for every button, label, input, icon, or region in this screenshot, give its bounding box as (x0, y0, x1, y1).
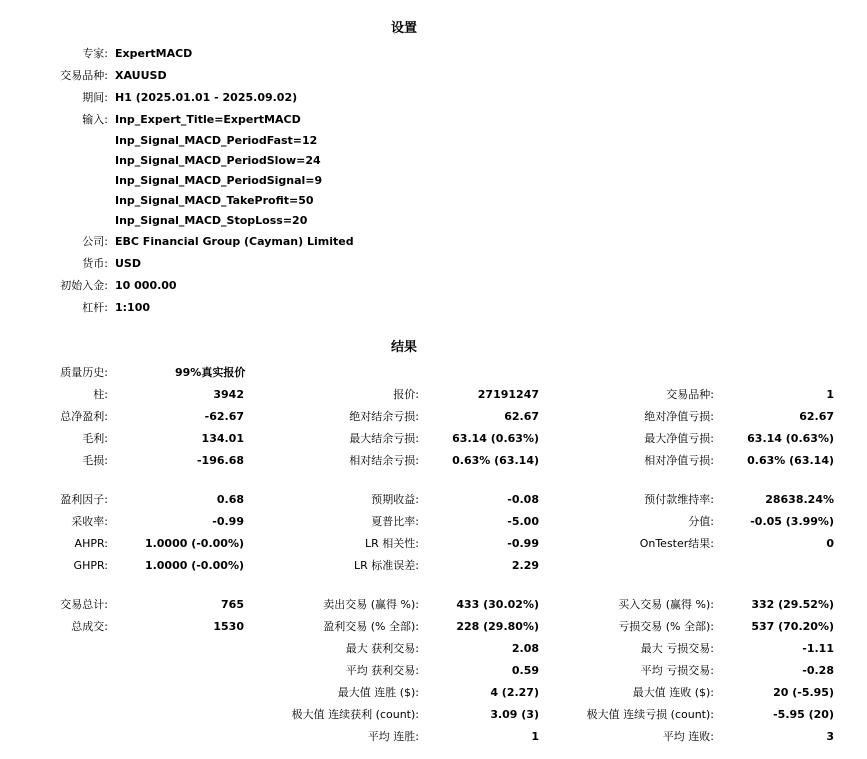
stat-value: 0 (826, 537, 834, 550)
stat-value: -0.08 (507, 493, 539, 506)
stat-value: 0.59 (511, 664, 539, 677)
stat-value: 1.0000 (-0.00%) (144, 537, 244, 550)
stat-value: 3 (826, 730, 834, 743)
stat-value: 0.68 (216, 493, 244, 506)
stat-label: 总净盈利: (60, 410, 108, 423)
stat-label: 最大净值亏损: (644, 432, 714, 445)
results-title: 结果 (390, 340, 417, 355)
stat-label: 分值: (688, 515, 714, 528)
stat-label: 预付款维持率: (644, 493, 714, 506)
stat-value: -0.99 (212, 515, 244, 528)
stat-value: 537 (70.20%) (751, 620, 834, 633)
stat-value: 63.14 (0.63%) (747, 432, 834, 445)
input-macd-stop-loss: Inp_Signal_MACD_StopLoss=20 (115, 214, 308, 227)
stat-label: AHPR: (74, 537, 108, 550)
stat-label: 交易品种: (666, 388, 714, 401)
stat-label: 最大 获利交易: (345, 642, 419, 655)
stat-label: 最大值 连败 ($): (632, 686, 714, 699)
stat-value: -5.95 (20) (773, 708, 834, 721)
inputs-label: 输入: (82, 113, 108, 126)
stat-label: 平均 连胜: (367, 730, 419, 743)
stat-value: 433 (30.02%) (456, 598, 539, 611)
stat-value: 2.29 (511, 559, 539, 572)
stat-value: 134.01 (201, 432, 244, 445)
stat-value: -0.28 (802, 664, 834, 677)
stat-value: 28638.24% (765, 493, 834, 506)
expert-value: ExpertMACD (115, 47, 193, 60)
company-value: EBC Financial Group (Cayman) Limited (115, 235, 354, 248)
leverage-value: 1:100 (115, 301, 151, 314)
settings-title: 设置 (390, 21, 417, 36)
stat-value: 27191247 (477, 388, 539, 401)
period-value: H1 (2025.01.01 - 2025.09.02) (115, 91, 298, 104)
stat-label: 亏损交易 (% 全部): (618, 620, 714, 633)
stat-label: 采收率: (71, 515, 108, 528)
stat-label: 盈利交易 (% 全部): (323, 620, 419, 633)
stat-value: 1 (531, 730, 539, 743)
symbol-label: 交易品种: (60, 69, 108, 82)
stat-value: -196.68 (196, 454, 244, 467)
stat-label: LR 相关性: (365, 537, 419, 550)
stat-value: 1.0000 (-0.00%) (144, 559, 244, 572)
initial-deposit-label: 初始入金: (60, 279, 108, 292)
stat-value: 20 (-5.95) (773, 686, 834, 699)
stat-label: 相对结余亏损: (349, 454, 419, 467)
symbol-value: XAUUSD (115, 69, 167, 82)
stat-value: 4 (2.27) (490, 686, 539, 699)
input-macd-take-profit: Inp_Signal_MACD_TakeProfit=50 (115, 194, 314, 207)
stat-value: 1 (826, 388, 834, 401)
stat-label: 卖出交易 (赢得 %): (323, 598, 419, 611)
stat-label: 总成交: (71, 620, 108, 633)
stat-value: 63.14 (0.63%) (452, 432, 539, 445)
stat-label: 盈利因子: (60, 493, 108, 506)
stat-label: 极大值 连续亏损 (count): (586, 708, 714, 721)
stat-label: 极大值 连续获利 (count): (291, 708, 419, 721)
stat-value: 765 (221, 598, 244, 611)
stat-value: -0.05 (3.99%) (750, 515, 834, 528)
stat-value: 3.09 (3) (490, 708, 539, 721)
currency-label: 货币: (82, 257, 108, 270)
period-label: 期间: (82, 91, 108, 104)
stat-value: 0.63% (63.14) (747, 454, 834, 467)
stat-label: 毛利: (82, 432, 108, 445)
input-macd-period-slow: Inp_Signal_MACD_PeriodSlow=24 (115, 154, 321, 167)
stat-value: 0.63% (63.14) (452, 454, 539, 467)
stat-label: 买入交易 (赢得 %): (618, 598, 714, 611)
stat-label: 夏普比率: (371, 515, 419, 528)
history-quality-value: 99%真实报价 (175, 366, 246, 379)
stat-label: 最大值 连胜 ($): (337, 686, 419, 699)
input-macd-period-signal: Inp_Signal_MACD_PeriodSignal=9 (115, 174, 323, 187)
stat-label: 相对净值亏损: (644, 454, 714, 467)
stat-label: 绝对净值亏损: (644, 410, 714, 423)
stat-value: -0.99 (507, 537, 539, 550)
stat-label: 报价: (393, 388, 419, 401)
stat-value: 228 (29.80%) (456, 620, 539, 633)
stat-label: 绝对结余亏损: (349, 410, 419, 423)
stat-value: -62.67 (204, 410, 244, 423)
stat-label: 平均 获利交易: (345, 664, 419, 677)
stat-value: 62.67 (799, 410, 834, 423)
stat-value: -5.00 (507, 515, 539, 528)
stat-label: 最大结余亏损: (349, 432, 419, 445)
leverage-label: 杠杆: (82, 301, 108, 314)
stat-value: -1.11 (802, 642, 834, 655)
stat-label: 最大 亏损交易: (640, 642, 714, 655)
stat-label: 毛损: (82, 454, 108, 467)
stat-value: 62.67 (504, 410, 539, 423)
stat-label: 柱: (93, 388, 108, 401)
company-label: 公司: (82, 235, 108, 248)
stat-label: 交易总计: (60, 598, 108, 611)
expert-label: 专家: (82, 47, 108, 60)
stat-value: 332 (29.52%) (751, 598, 834, 611)
stat-value: 2.08 (511, 642, 539, 655)
stat-label: 平均 亏损交易: (640, 664, 714, 677)
stat-value: 1530 (213, 620, 244, 633)
input-macd-period-fast: Inp_Signal_MACD_PeriodFast=12 (115, 134, 318, 147)
input-expert-title: Inp_Expert_Title=ExpertMACD (115, 113, 301, 126)
stat-label: 平均 连败: (662, 730, 714, 743)
initial-deposit-value: 10 000.00 (115, 279, 177, 292)
stat-label: 预期收益: (371, 493, 419, 506)
stat-label: LR 标准误差: (354, 559, 419, 572)
history-quality-label: 质量历史: (60, 366, 108, 379)
stat-label: OnTester结果: (639, 537, 714, 550)
currency-value: USD (115, 257, 141, 270)
stat-value: 3942 (213, 388, 244, 401)
stat-label: GHPR: (73, 559, 108, 572)
